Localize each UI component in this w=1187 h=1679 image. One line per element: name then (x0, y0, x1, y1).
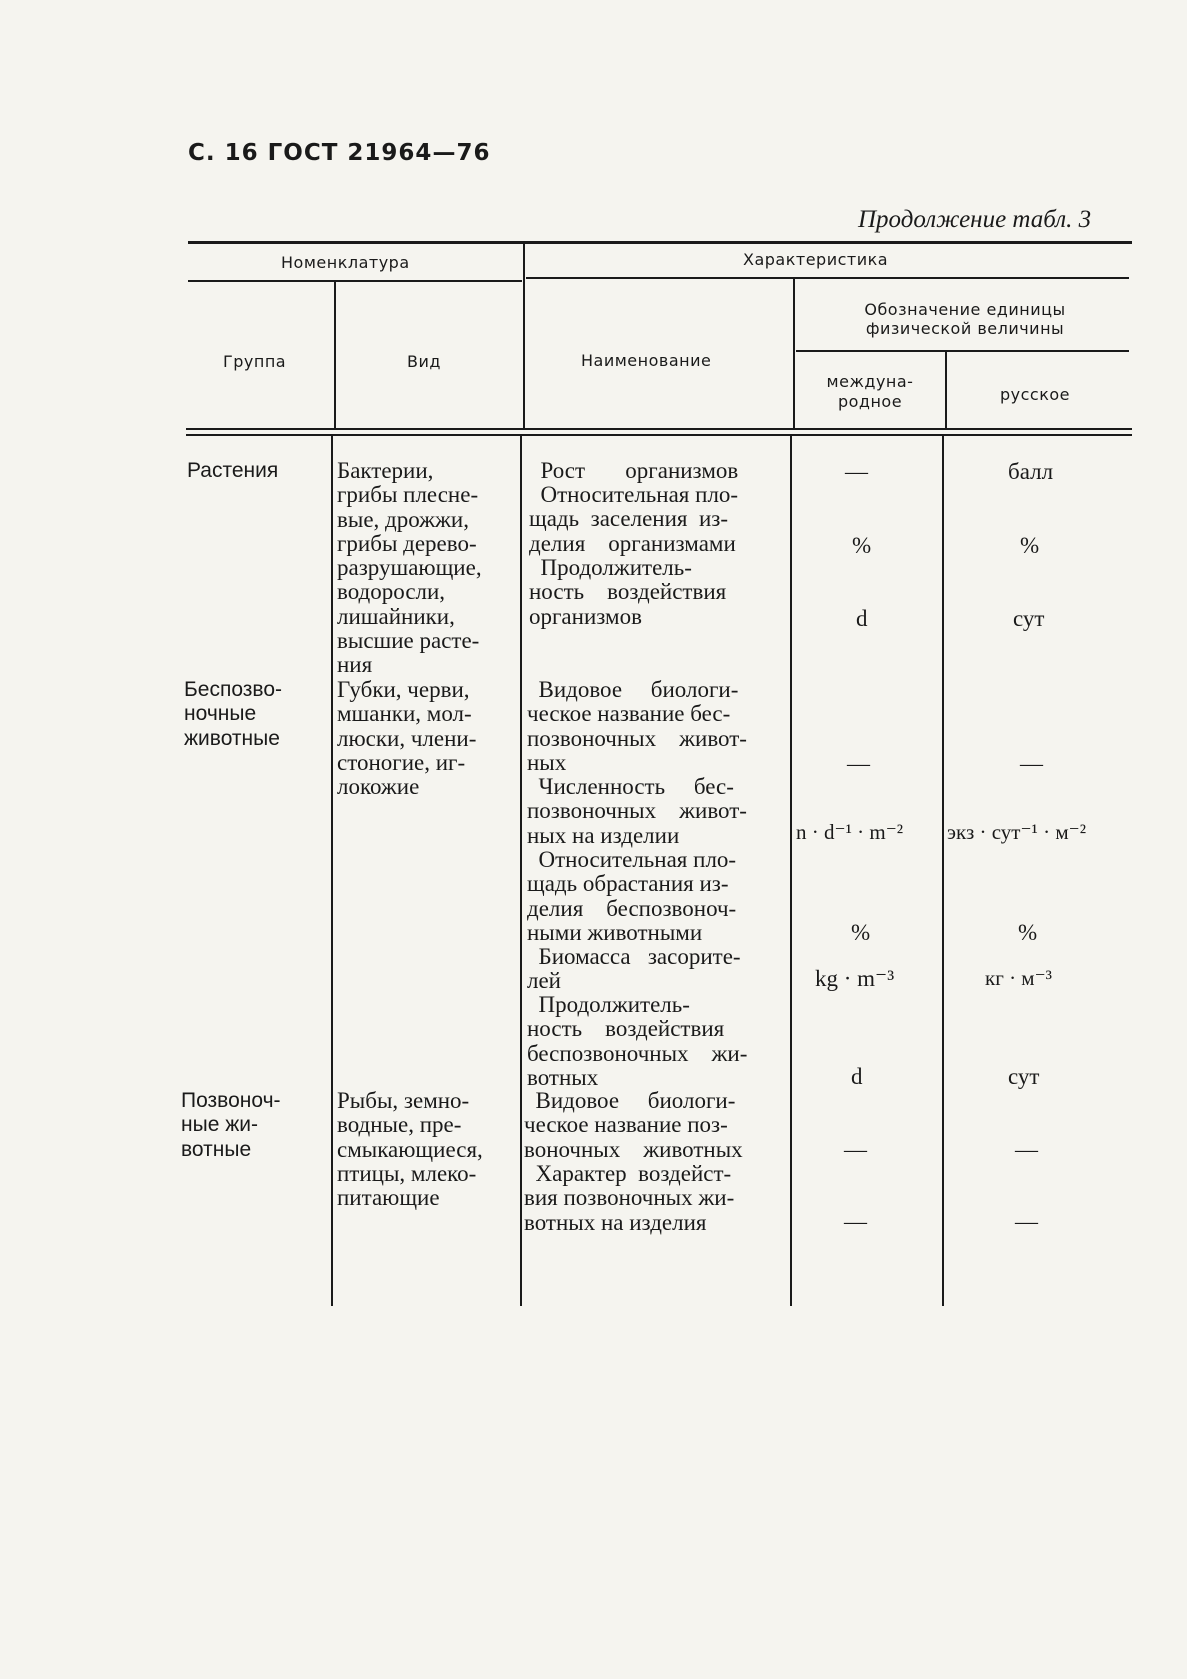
kind-vertebrates: Рыбы, земно- водные, пре- смыкающиеся, птицы, млеко- питающие (337, 1088, 483, 1211)
header-international: междуна- родное (826, 372, 914, 411)
page-header: С. 16 ГОСТ 21964—76 (188, 140, 491, 166)
rus-invertebrate-species: — (1020, 751, 1043, 776)
rus-vertebrate-impact: — (1015, 1209, 1038, 1234)
rus-fouling: % (1018, 920, 1038, 945)
name-invertebrate-duration: Продолжитель- ность воздействия беспозвоночных жи- вотных (527, 992, 748, 1090)
intl-growth: — (845, 459, 868, 484)
col-rule-4-body (942, 436, 944, 1306)
table-rule-3 (526, 277, 1129, 279)
kind-plants: Бактерии, грибы плесне- вые, дрожжи, грибы дерево- разрушающие, водоросли, лишайники, высшие расте- ния (337, 458, 482, 678)
col-rule-3-header (793, 279, 795, 428)
rus-vertebrate-species: — (1015, 1137, 1038, 1162)
rus-growth: балл (1008, 459, 1054, 484)
name-vertebrate-impact: Характер воздейст- вия позвоночных жи- вотных на изделия (524, 1161, 735, 1235)
name-plant-duration: Продолжитель- ность воздействия организмов (529, 555, 727, 629)
header-characteristic: Характеристика (743, 250, 889, 269)
name-invertebrate-count: Численность бес- позвоночных живот- ных на изделии (527, 774, 747, 848)
intl-invertebrate-count: n · d⁻¹ · m⁻² (796, 820, 904, 844)
table-header-double-rule-top (186, 428, 1132, 430)
col-rule-4-header (945, 352, 947, 428)
table-rule-2 (188, 280, 522, 282)
rus-plant-duration: сут (1013, 606, 1045, 631)
table-top-rule (188, 241, 1132, 244)
col-rule-2-header (523, 244, 525, 428)
intl-plant-duration: d (856, 606, 868, 631)
intl-invertebrate-species: — (847, 751, 870, 776)
name-fouling-area: Относительная пло- щадь обрастания из- делия беспозвоноч- ными животными (527, 847, 737, 945)
header-kind: Вид (407, 352, 441, 371)
group-plants: Растения (187, 459, 279, 482)
table-header-double-rule-bottom (186, 434, 1132, 436)
intl-fouling: % (851, 920, 871, 945)
group-vertebrates: Позвоноч- ные жи- вотные (181, 1089, 281, 1161)
name-invertebrate-species: Видовое биологи- ческое название бес- позвоночных живот- ных (527, 677, 747, 775)
col-rule-1-header (334, 282, 336, 428)
rus-invertebrate-count: экз · сут⁻¹ · м⁻² (947, 820, 1086, 844)
continuation-label: Продолжение табл. 3 (858, 206, 1092, 233)
intl-colonization: % (852, 533, 872, 558)
table-rule-4 (796, 350, 1129, 352)
col-rule-1-body (331, 436, 333, 1306)
kind-invertebrates: Губки, черви, мшанки, мол- люски, члени- стоногие, иг- локожие (337, 677, 477, 800)
header-russian: русское (1000, 385, 1071, 404)
header-group: Группа (223, 352, 287, 371)
col-rule-2-body (520, 436, 522, 1306)
rus-biomass: кг · м⁻³ (985, 966, 1052, 990)
header-unit-designation: Обозначение единицы физической величины (864, 300, 1066, 338)
header-nomenclature: Номенклатура (281, 253, 410, 272)
name-colonization-area: Относительная пло- щадь заселения из- делия организмами (529, 482, 739, 556)
name-biomass: Биомасса засорите- лей (527, 944, 741, 994)
header-name: Наименование (581, 351, 712, 370)
name-vertebrate-species: Видовое биологи- ческое название поз- воночных животных (524, 1088, 743, 1162)
col-rule-3-body (790, 436, 792, 1306)
rus-colonization: % (1020, 533, 1040, 558)
intl-biomass: kg · m⁻³ (815, 966, 895, 991)
group-invertebrates: Беспозво- ночные животные (184, 678, 282, 750)
name-growth: Рост организмов (529, 458, 739, 483)
rus-invertebrate-duration: сут (1008, 1064, 1040, 1089)
intl-invertebrate-duration: d (851, 1064, 863, 1089)
intl-vertebrate-impact: — (844, 1209, 867, 1234)
intl-vertebrate-species: — (844, 1137, 867, 1162)
